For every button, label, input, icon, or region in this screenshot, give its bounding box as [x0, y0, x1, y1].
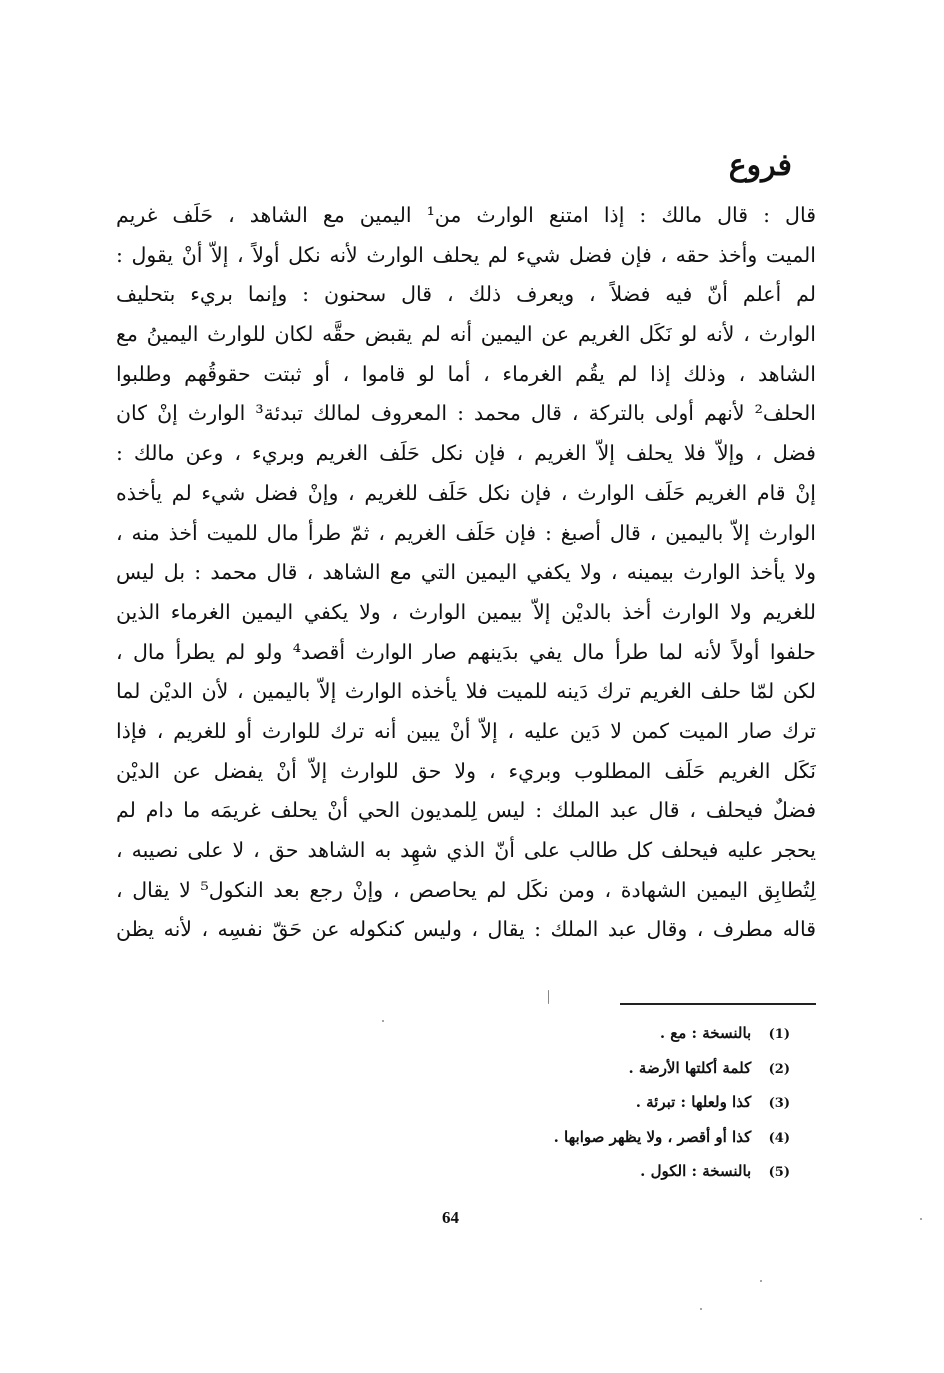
text-line: فضل ، وإلاّ فلا يحلف إلاّ الغريم ، فإن نكل حَلَف الغريم وبريء ، وعن مالك : — [116, 441, 816, 466]
footnote-text: كذا أو أقصر ، ولا يظهر صوابها . — [553, 1127, 752, 1146]
text-line: ولا يأخذ الوارث بيمينه ، ولا يكفي اليمين التي مع الشاهد ، قال محمد : بل ليس — [116, 560, 816, 585]
text-line: الحلف² لأنهم أولى بالتركة ، قال محمد : المعروف لمالك تبدئة³ الوارث إنْ كان — [116, 401, 816, 426]
footnote — [370, 1120, 790, 1155]
footnotes — [370, 1016, 790, 1189]
text-line: الشاهد ، وذلك إذا لم يقُم الغرماء ، أما لو قاموا ، أو ثبتت حقوقُهم وطلبوا — [116, 361, 816, 386]
text-line: ترك صار الميت كمن لا دَين عليه ، إلاّ أنْ يبين أنه ترك للوارث أو للغريم ، فإذا — [116, 718, 816, 743]
footnote-text: بالنسخة : مع . — [659, 1024, 752, 1042]
text-line: لِتُطابِق اليمين الشهادة ، ومن نكَل لم يحاصص ، وإنْ رجع بعد النكول⁵ لا يقال ، — [116, 877, 816, 902]
footnote-divider — [620, 1003, 816, 1005]
text-line: فضلٌ فيحلف ، قال عبد الملك : ليس لِلمديون الحي أنْ يحلف غريمَه ما دام لم — [116, 798, 816, 823]
footnote-text: كذا ولعلها : تبرئة . — [635, 1093, 752, 1111]
scan-speck — [920, 1218, 922, 1220]
text-line: الوارث ، لأنه لو نَكَل الغريم عن اليمين أنه لم يقبض حقَّه لكان للوارث اليمينُ مع — [116, 322, 816, 347]
footnote-number: (1) — [768, 1027, 790, 1042]
section-heading: فروع — [728, 148, 792, 183]
footnote-text: كلمة أكلتها الأرضة . — [628, 1058, 752, 1077]
footnote — [370, 1154, 790, 1189]
text-line: حلفوا أولاً لأنه لما طرأ مال يفي بدَينهم صار الوارث أقصد⁴ ولو لم يطرأ مال ، — [116, 639, 816, 664]
scan-speck — [700, 1308, 702, 1310]
scan-speck — [548, 990, 549, 1004]
text-line: قاله مطرف ، وقال عبد الملك : يقال ، وليس كنكوله عن حَقّ نفسِه ، لأنه يظن — [116, 917, 816, 942]
footnote-number: (2) — [768, 1061, 790, 1077]
text-line: لم أعلم أنّ فيه فضلاً ، ويعرف ذلك ، قال سحنون : وإنما بريء بتحليف — [116, 282, 816, 307]
text-line: للغريم ولا الوارث أخذ بالديْن إلاّ بيمين الوارث ، ولا يكفي اليمين الغرماء الذين — [116, 599, 816, 624]
body-text — [116, 196, 816, 950]
text-line: لكن لمّا حلف الغريم ترك دَينه للميت فلا يأخذه الوارث إلاّ باليمين ، لأن الديْن لما — [116, 679, 816, 704]
footnote-number: (5) — [768, 1165, 790, 1180]
text-line: نَكَل الغريم حَلَف المطلوب وبريء ، ولا حق للوارث إلاّ أنْ يفضل عن الديْن — [116, 758, 816, 783]
scan-speck — [382, 1020, 384, 1022]
text-line: يحجر عليه فيحلف كل طالب على أنّ الذي شهِد به الشاهد حق ، لا على نصيبه ، — [116, 838, 816, 862]
footnote — [370, 1051, 790, 1086]
footnote-text: بالنسخة : الكول . — [640, 1162, 752, 1180]
footnote — [370, 1016, 790, 1051]
text-line: قال : قال مالك : إذا امتنع الوارث من¹ اليمين مع الشاهد ، حَلَف غريم — [116, 203, 816, 227]
text-line: إنْ قام الغريم حَلَف الوارث ، فإن نكل حَلَف للغريم ، وإنْ فضل شيء لم يأخذه — [116, 480, 816, 505]
page-number: 64 — [442, 1208, 459, 1227]
footnote-number: (4) — [768, 1130, 790, 1146]
text-line: الوارث إلاّ باليمين ، قال أصبغ : فإن حَلَف الغريم ، ثمّ طرأ مال للميت أخذ منه ، — [116, 520, 816, 545]
scan-speck — [760, 1280, 762, 1282]
footnote — [370, 1085, 790, 1120]
footnote-number: (3) — [768, 1096, 790, 1111]
text-line: الميت وأخذ حقه ، فإن فضل شيء لم يحلف الوارث لأنه نكل أولاً ، إلاّ أنْ يقول : — [116, 242, 816, 267]
